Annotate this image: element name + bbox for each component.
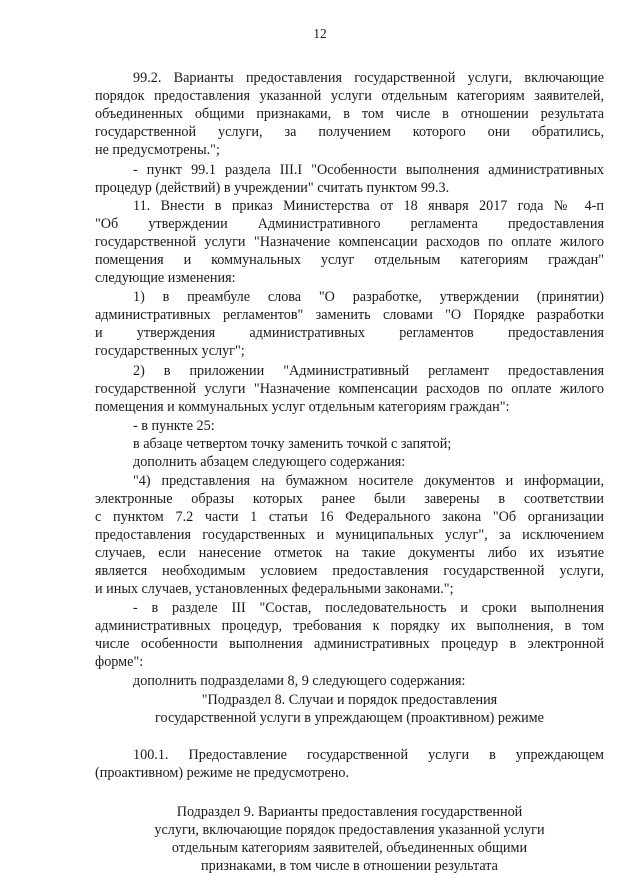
heading-line: "Подраздел 8. Случаи и порядок предоставления — [201, 692, 498, 708]
text-line: государственных услуг"; — [95, 343, 245, 359]
text-line: следующие изменения: — [95, 270, 236, 286]
text-line: 11. Внести в приказ Министерства от 18 января 2017 года № 4-п — [133, 198, 604, 214]
text-line: помещения и коммунальных услуг отдельным категориям граждан": — [95, 399, 510, 415]
text-line: 99.2. Варианты предоставления государственной услуги, включающие — [133, 70, 604, 86]
text-line: государственной услуги, за получением которого они обратились, — [95, 124, 604, 140]
text-line: случаев, если нанесение отметок на такие документы либо их изъятие — [95, 545, 604, 561]
text-line: 100.1. Предоставление государственной услуги в упреждающем — [133, 747, 604, 763]
text-line: 2) в приложении "Административный регламент предоставления — [133, 363, 604, 379]
text-line: является необходимым условием предоставления государственной услуги, — [95, 563, 604, 579]
text-line: государственной услуги "Назначение компенсации расходов по оплате жилого — [95, 234, 604, 250]
page-number: 12 — [313, 26, 327, 41]
text-line: - пункт 99.1 раздела III.I "Особенности выполнения административных — [133, 162, 604, 178]
text-line: объединенных общими признаками, в том числе в отношении результата — [95, 106, 604, 122]
text-line: с пунктом 7.2 части 1 статьи 16 Федерального закона "Об организации — [95, 509, 604, 525]
text-line: и утверждения административных регламентов предоставления — [95, 325, 604, 341]
text-line: дополнить подразделами 8, 9 следующего содержания: — [133, 673, 466, 689]
text-line: "Об утверждении Административного регламента предоставления — [95, 216, 604, 232]
heading-line: признаками, в том числе в отношении результата — [201, 858, 498, 874]
text-line: процедур (действий) в учреждении" считать пунктом 99.3. — [95, 180, 450, 196]
heading-line: отдельным категориям заявителей, объединенных общими — [171, 840, 528, 856]
text-line: не предусмотрены."; — [95, 142, 220, 158]
text-line: 1) в преамбуле слова "О разработке, утверждении (принятии) — [133, 289, 604, 305]
text-line: - в пункте 25: — [133, 418, 215, 434]
text-line: в абзаце четвертом точку заменить точкой с запятой; — [133, 436, 452, 452]
heading-line: услуги, включающие порядок предоставления указанной услуги — [154, 822, 545, 838]
heading-line: Подраздел 9. Варианты предоставления государственной — [176, 804, 523, 820]
text-line: административных регламентов" заменить словами "О Порядке разработки — [95, 307, 604, 323]
text-line: помещения и коммунальных услуг отдельным категориям граждан" — [95, 252, 604, 268]
text-line: форме": — [95, 654, 144, 670]
text-line: числе особенности выполнения административных процедур в электронной — [95, 636, 604, 652]
text-line: (проактивном) режиме не предусмотрено. — [95, 765, 349, 781]
text-line: электронные образы которых ранее были заверены в соответствии — [95, 491, 604, 507]
text-line: административных процедур, требования к порядку их выполнения, в том — [95, 618, 604, 634]
text-line: - в разделе III "Состав, последовательность и сроки выполнения — [133, 600, 604, 616]
text-line: и иных случаев, установленных федеральными законами."; — [95, 581, 454, 597]
heading-line: государственной услуги в упреждающем (проактивном) режиме — [155, 710, 544, 726]
text-line: порядок предоставления указанной услуги отдельным категориям заявителей, — [95, 88, 604, 104]
text-line: дополнить абзацем следующего содержания: — [133, 454, 406, 470]
text-line: государственной услуги "Назначение компенсации расходов по оплате жилого — [95, 381, 604, 397]
text-line: предоставления государственных и муниципальных услуг", за исключением — [95, 527, 604, 543]
text-line: "4) представления на бумажном носителе документов и информации, — [133, 473, 604, 489]
